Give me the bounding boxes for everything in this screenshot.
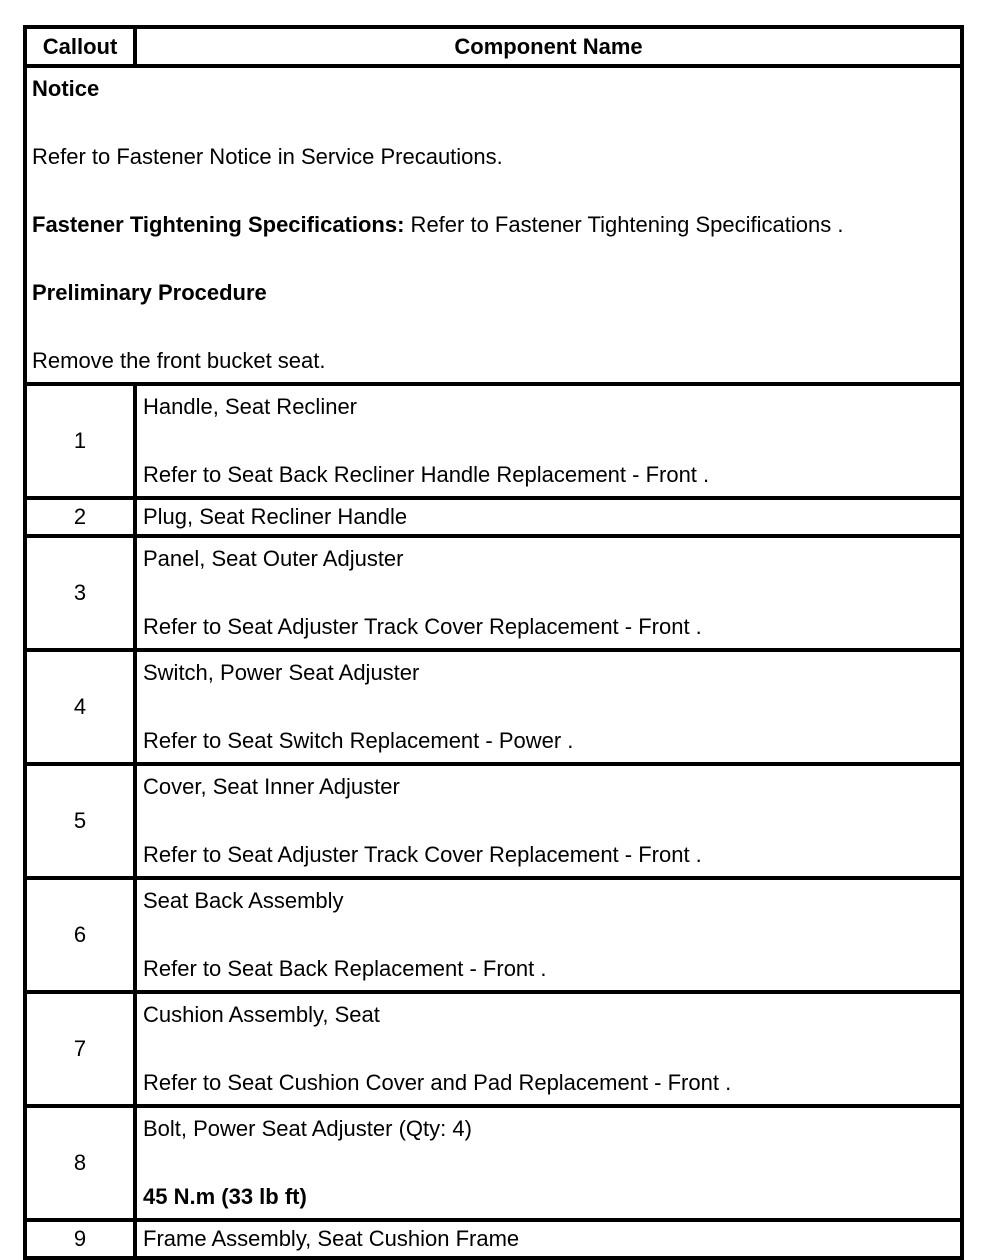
- component-note: Refer to Seat Switch Replacement - Power .: [143, 728, 574, 753]
- callout-number: 6: [25, 878, 135, 992]
- component-cell: [135, 384, 962, 498]
- component-name: Frame Assembly, Seat Cushion Frame: [143, 1226, 520, 1251]
- notice-title: Notice: [32, 76, 100, 101]
- component-note: Refer to Seat Adjuster Track Cover Replacement - Front .: [143, 614, 702, 639]
- component-name: Switch, Power Seat Adjuster: [143, 660, 420, 685]
- component-name: Handle, Seat Recliner: [143, 394, 358, 419]
- table-row: [25, 1106, 962, 1220]
- component-name: Seat Back Assembly: [143, 888, 344, 913]
- component-note: Refer to Seat Back Replacement - Front .: [143, 956, 547, 981]
- component-note: Refer to Seat Back Recliner Handle Replacement - Front .: [143, 462, 710, 487]
- table-row: [25, 536, 962, 650]
- table-row: [25, 878, 962, 992]
- component-table-sheet: [23, 25, 964, 1260]
- table-header-row: [25, 27, 962, 66]
- component-cell: [135, 1106, 962, 1220]
- callout-number: 2: [25, 498, 135, 536]
- preliminary-title: Preliminary Procedure: [32, 280, 267, 305]
- fastener-spec-text: Refer to Fastener Tightening Specifications .: [404, 212, 844, 237]
- notice-cell: [25, 66, 962, 384]
- component-name: Panel, Seat Outer Adjuster: [143, 546, 404, 571]
- callout-number: 9: [25, 1220, 135, 1258]
- header-component-name: Component Name: [135, 27, 962, 66]
- component-cell: [135, 536, 962, 650]
- component-name: Cover, Seat Inner Adjuster: [143, 774, 400, 799]
- table-row: [25, 650, 962, 764]
- notice-row: [25, 66, 962, 384]
- callout-number: 1: [25, 384, 135, 498]
- table-row: [25, 1220, 962, 1258]
- callout-number: 3: [25, 536, 135, 650]
- table-row: [25, 764, 962, 878]
- fastener-spec-label: Fastener Tightening Specifications:: [32, 212, 405, 237]
- component-name: Plug, Seat Recliner Handle: [143, 504, 408, 529]
- component-note: Refer to Seat Adjuster Track Cover Replacement - Front .: [143, 842, 702, 867]
- component-note: Refer to Seat Cushion Cover and Pad Replacement - Front .: [143, 1070, 732, 1095]
- callout-number: 8: [25, 1106, 135, 1220]
- component-cell: [135, 764, 962, 878]
- fastener-spec-line: [32, 208, 955, 242]
- component-cell: [135, 498, 962, 536]
- torque-spec: 45 N.m (33 lb ft): [143, 1184, 307, 1209]
- component-cell: [135, 650, 962, 764]
- callout-number: 4: [25, 650, 135, 764]
- component-cell: [135, 1220, 962, 1258]
- table-row: [25, 384, 962, 498]
- callout-number: 5: [25, 764, 135, 878]
- callout-number: 7: [25, 992, 135, 1106]
- table-row: [25, 498, 962, 536]
- preliminary-text: Remove the front bucket seat.: [32, 348, 326, 373]
- header-callout: Callout: [25, 27, 135, 66]
- component-name: Bolt, Power Seat Adjuster (Qty: 4): [143, 1116, 472, 1141]
- component-table: [23, 25, 964, 1260]
- component-cell: [135, 992, 962, 1106]
- component-name: Cushion Assembly, Seat: [143, 1002, 380, 1027]
- table-row: [25, 992, 962, 1106]
- component-cell: [135, 878, 962, 992]
- notice-text: Refer to Fastener Notice in Service Precautions.: [32, 144, 503, 169]
